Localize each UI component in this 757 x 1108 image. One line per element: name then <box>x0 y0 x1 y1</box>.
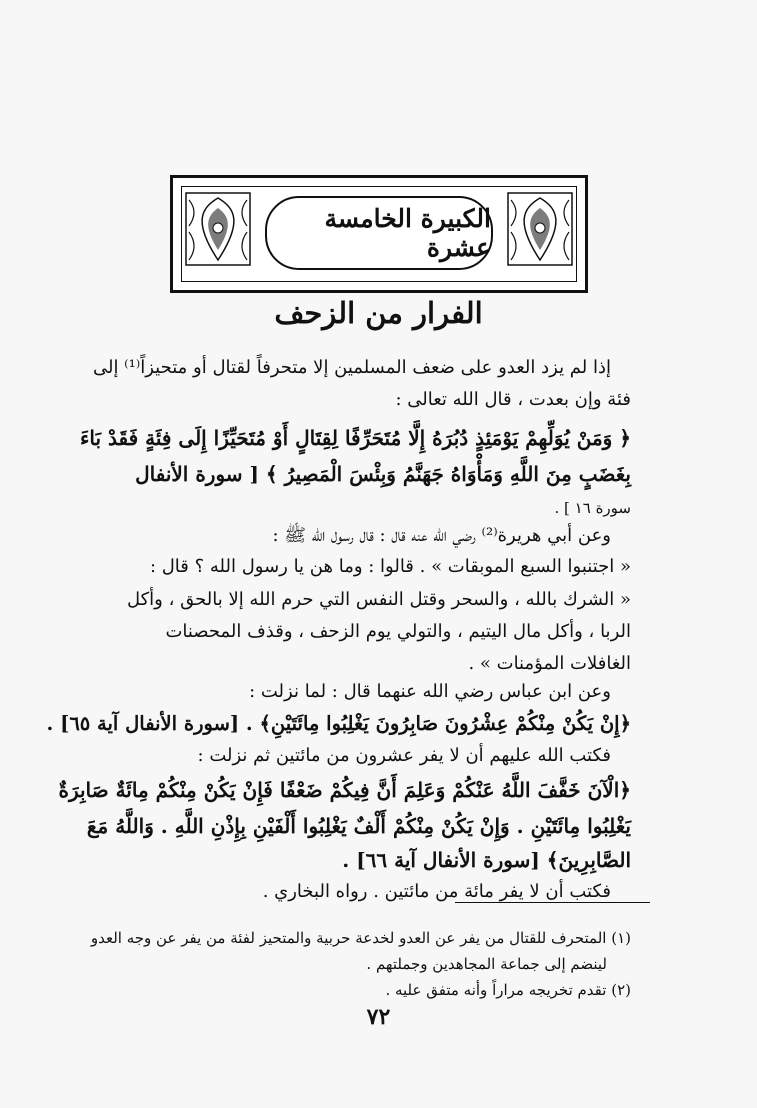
verse-line: الصَّابِرِينَ﴾ [سورة الأنفال آية ٦٦] . <box>342 848 631 872</box>
text-line: فئة وإن بعدت ، قال الله تعالى : <box>395 389 631 410</box>
verse-line: يَغْلِبُوا مِائَتَيْنِ . وَإِنْ يَكُنْ مِنْكُمْ أَلْفٌ يَغْلِبُوا أَلْفَيْنِ بِإِذْنِ اللَّهِ . وَاللَّهُ مَعَ <box>86 814 631 838</box>
footnote-line: لينضم إلى جماعة المجاهدين وجملتهم . <box>366 955 607 973</box>
page-number: ٧٢ <box>366 1004 391 1030</box>
footnote-line: (١) المتحرف للقتال من يفر عن العدو لخدعة حربية والمتحيز لفئة من يفر عن وجه العدو <box>90 929 631 947</box>
hadith-line: « اجتنبوا السبع الموبقات » . قالوا : وما هن يا رسول الله ؟ قال : <box>149 556 631 577</box>
text-line: فكتب أن لا يفر مائة من مائتين . رواه البخاري . <box>262 881 611 902</box>
verse-line: ﴿الْآنَ خَفَّفَ اللَّهُ عَنْكُمْ وَعَلِمَ أَنَّ فِيكُمْ ضَعْفًا فَإِنْ يَكُنْ مِنْكُمْ مِائَةٌ صَابِرَةٌ <box>58 778 631 802</box>
verse-line: ﴿ وَمَنْ يُوَلِّهِمْ يَوْمَئِذٍ دُبُرَهُ إِلَّا مُتَحَرِّفًا لِقِتَالٍ أَوْ مُتَحَيِّزًا إِلَى فِئَةٍ فَقَدْ بَاءَ <box>79 426 631 450</box>
verse-line: بِغَضَبٍ مِنَ اللَّهِ وَمَأْوَاهُ جَهَنَّمُ وَبِئْسَ الْمَصِيرُ ﴾ [ سورة الأنفال <box>135 462 631 486</box>
section-heading: الفرار من الزحف <box>274 296 483 330</box>
hadith-line: الغافلات المؤمنات » . <box>468 653 631 674</box>
hadith-line: الربا ، وأكل مال اليتيم ، والتولي يوم الزحف ، وقذف المحصنات <box>165 621 631 642</box>
text-line: وعن ابن عباس رضي الله عنهما قال : لما نزلت : <box>249 681 611 702</box>
chapter-title: الكبيرة الخامسة عشرة <box>324 204 491 262</box>
footnote-line: (٢) تقدم تخريجه مراراً وأنه متفق عليه . <box>385 981 631 999</box>
text-line: إذا لم يزد العدو على ضعف المسلمين إلا متحرفاً لقتال أو متحيزاً⁽¹⁾ إلى <box>92 357 611 378</box>
hadith-line: « الشرك بالله ، والسحر وقتل النفس التي حرم الله إلا بالحق ، وأكل <box>126 589 631 610</box>
footnote-separator <box>455 902 650 903</box>
arabesque-ornament-icon <box>507 192 573 266</box>
verse-reference: سورة ١٦ ] . <box>554 499 631 517</box>
chapter-title-frame <box>170 175 588 293</box>
text-line: وعن أبي هريرة⁽²⁾ رضي الله عنه قال : قال رسول الله ﷺ : <box>272 525 611 546</box>
verse-line: ﴿إِنْ يَكُنْ مِنْكُمْ عِشْرُونَ صَابِرُونَ يَغْلِبُوا مِائَتَيْنِ﴾ . [سورة الأنفال آية ٦٥] . <box>46 712 631 735</box>
title-plaque <box>265 196 493 270</box>
arabesque-ornament-icon <box>185 192 251 266</box>
text-line: فكتب الله عليهم أن لا يفر عشرون من مائتين ثم نزلت : <box>197 745 611 766</box>
